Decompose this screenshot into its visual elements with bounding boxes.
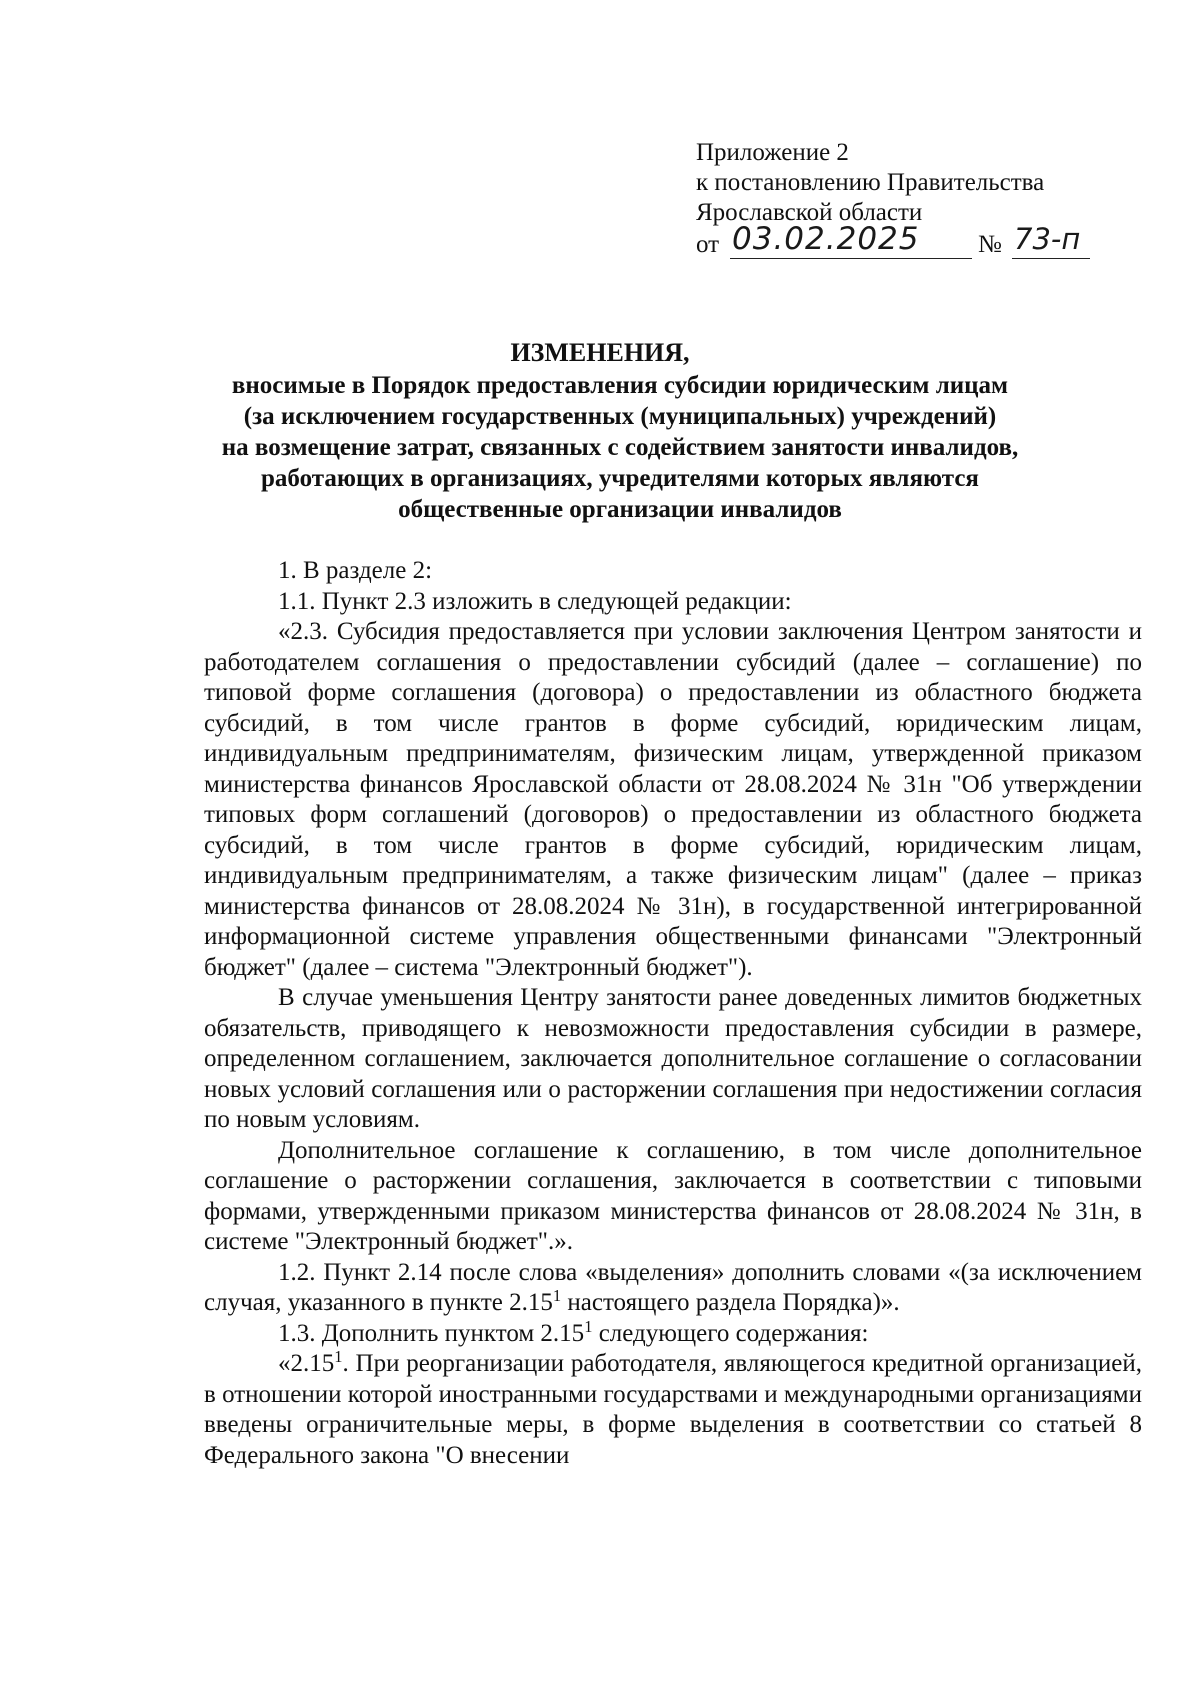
- superscript: 1: [552, 1285, 562, 1305]
- number-underline: [1012, 258, 1090, 259]
- item-1-3-text-b: следующего содержания:: [592, 1319, 869, 1347]
- item-1-3: [204, 1316, 1142, 1350]
- handwritten-number: 73-п: [1014, 222, 1081, 256]
- appendix-date-number-row: [696, 221, 1116, 268]
- item-1-2: [204, 1258, 1142, 1319]
- superscript: 1: [334, 1346, 343, 1366]
- clause-2-3-paragraph-3: Дополнительное соглашение к соглашению, в том числе дополнительное соглашение о расторжении соглашения, заключается в соответствии с типовыми формами, утвержденными приказом министерства финансов от 28.08.2024 № 31н, в системе "Электронный бюджет".».: [204, 1136, 1142, 1255]
- clause-2-15-1-text-b: . При реорганизации работодателя, являющегося кредитной организацией, в отношении которой иностранными государствами и международными организациями введены ограничительные меры, в форме выделения в соответствии со статьей 8 Федерального закона "О внесении: [204, 1350, 1142, 1469]
- document-title: ИЗМЕНЕНИЯ,: [510, 338, 690, 367]
- document-subtitle: [200, 370, 1040, 525]
- item-1-2-text-a: 1.2. Пункт 2.14 после слова «выделения» дополнить словами «(за исключением случая, указанного в пункте 2.15: [204, 1258, 1142, 1316]
- appendix-line-3: Ярославской области: [696, 199, 923, 226]
- clause-2-15-1: [204, 1346, 1142, 1471]
- subtitle-line: вносимые в Порядок предоставления субсидии юридическим лицам: [231, 372, 1009, 399]
- appendix-line-2: к постановлению Правительства: [696, 169, 1045, 196]
- date-prefix: от: [696, 231, 720, 258]
- item-1-3-text-a: 1.3. Дополнить пунктом 2.15: [278, 1319, 585, 1347]
- handwritten-date: 03.02.2025: [732, 221, 920, 257]
- subtitle-line: работающих в организациях, учредителями которых являются: [261, 465, 979, 492]
- number-prefix: №: [978, 231, 1002, 258]
- date-underline: [730, 258, 972, 259]
- appendix-line-1: Приложение 2: [696, 139, 849, 166]
- section-heading: 1. В разделе 2:: [278, 557, 433, 584]
- clause-2-3: «2.3. Субсидия предоставляется при условии заключения Центром занятости и работодателем соглашения о предоставлении субсидий (далее – соглашение) по типовой форме соглашения (договора) о предоставлении из областного бюджета субсидий, в том числе грантов в форме субсидий, юридическим лицам, индивидуальным предпринимателям, физическим лицам, утвержденной приказом министерства финансов Ярославской области от 28.08.2024 № 31н "Об утверждении типовых форм соглашений (договоров) о предоставлении из областного бюджета субсидий, в том числе грантов в форме субсидий, юридическим лицам, индивидуальным предпринимателям, а также физическим лицам" (далее – приказ министерства финансов от 28.08.2024 № 31н), в государственной интегрированной информационной системе управления общественными финансами "Электронный бюджет" (далее – система "Электронный бюджет").: [204, 618, 1142, 981]
- subtitle-line: (за исключением государственных (муниципальных) учреждений): [243, 403, 997, 430]
- superscript: 1: [584, 1316, 593, 1336]
- clause-2-15-1-text-a: «2.15: [278, 1350, 335, 1377]
- clause-2-3-paragraph-2: В случае уменьшения Центру занятости ранее доведенных лимитов бюджетных обязательств, приводящего к невозможности предоставления субсидии в размере, определенном соглашением, заключается дополнительное соглашение о согласовании новых условий соглашения или о расторжении соглашения при недостижении согласия по новым условиям.: [204, 984, 1142, 1133]
- subtitle-line: на возмещение затрат, связанных с содействием занятости инвалидов,: [221, 434, 1019, 461]
- item-1-1: 1.1. Пункт 2.3 изложить в следующей редакции:: [278, 587, 792, 615]
- appendix-block: [696, 138, 1116, 268]
- item-1-2-text-b: настоящего раздела Порядка)».: [561, 1289, 900, 1316]
- subtitle-line: общественные организации инвалидов: [398, 496, 842, 523]
- document-body: [204, 556, 1142, 1471]
